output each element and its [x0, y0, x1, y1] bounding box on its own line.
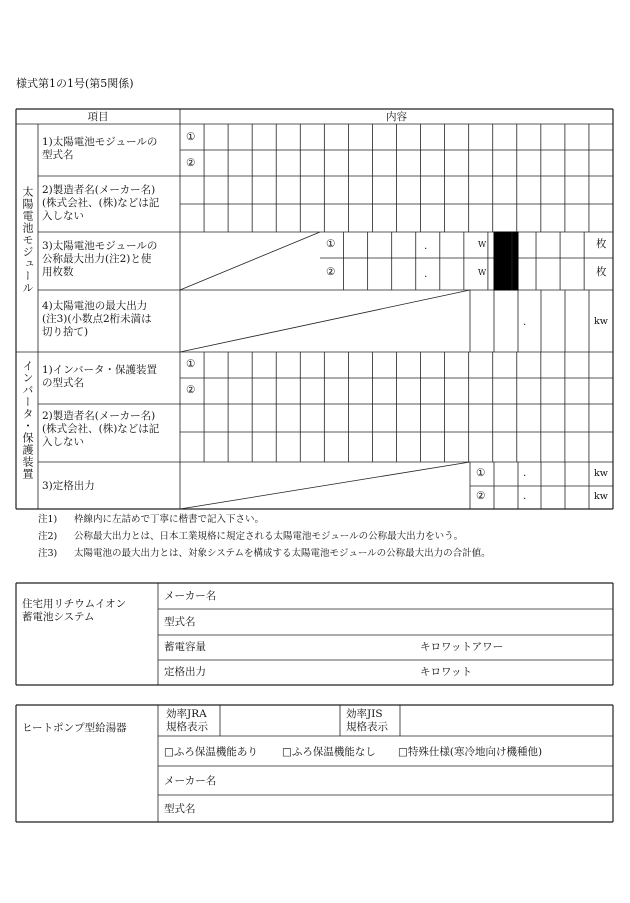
- heatpump-jra-label: 効率JRA 規格表示: [166, 708, 208, 734]
- module-row4-unit-kw: kw: [594, 316, 608, 327]
- module-row4-dot: .: [523, 316, 527, 328]
- module-row2-label: 2)製造者名(メーカー名) (株式会社、(株)などは記 入しない: [42, 184, 160, 223]
- heatpump-maker-label: メーカー名: [164, 775, 217, 787]
- inverter-row3-circle1: ①: [476, 467, 486, 479]
- note-1-text: 枠線内に左詰めで丁寧に楷書で記入下さい。: [74, 514, 265, 525]
- module-row3-label: 3)太陽電池モジュールの 公称最大出力(注2)と使 用枚数: [42, 240, 158, 279]
- inverter-row3-unit-kw2: kw: [594, 491, 608, 502]
- module-row1-circle2: ②: [186, 157, 196, 169]
- module-row1-label: 1)太陽電池モジュールの 型式名: [42, 136, 158, 162]
- battery-rated-unit: キロワット: [420, 666, 472, 678]
- note-2-num: 注2): [38, 531, 58, 542]
- form-title: 様式第1の1号(第5関係): [16, 77, 134, 90]
- heatpump-option-bath-nokeep[interactable]: □ふろ保温機能なし: [282, 746, 376, 758]
- heatpump-option-special[interactable]: □特殊仕様(寒冷地向け機種他): [398, 746, 543, 758]
- header-item: 項目: [87, 111, 109, 123]
- battery-maker-label: メーカー名: [164, 590, 217, 602]
- module-row3-dot2: .: [424, 268, 428, 280]
- module-row3-unit-w1: W: [478, 240, 487, 249]
- inverter-row3-dot2: .: [523, 490, 527, 502]
- note-2-text: 公称最大出力とは、日本工業規格に規定される太陽電池モジュールの公称最大出力をいう。: [74, 531, 464, 542]
- inverter-row3-circle2: ②: [476, 490, 486, 502]
- module-row3-unit-w2: W: [478, 268, 487, 277]
- heatpump-label: ヒートポンプ型給湯器: [22, 722, 127, 734]
- battery-capacity-label: 蓄電容量: [164, 641, 206, 653]
- module-row3-unit-mai2: 枚: [596, 266, 607, 278]
- battery-capacity-unit: キロワットアワー: [420, 641, 504, 653]
- inverter-row3-dot1: .: [523, 467, 527, 479]
- heatpump-model-label: 型式名: [164, 803, 196, 815]
- note-1-num: 注1): [38, 514, 58, 525]
- battery-rated-label: 定格出力: [164, 666, 206, 678]
- module-group-label: 太陽電池モジュール: [21, 186, 34, 294]
- inverter-group-label: インバータ・保護装置: [21, 360, 34, 480]
- module-row3-dot1: .: [424, 240, 428, 252]
- battery-label: 住宅用リチウムイオン 蓄電池システム: [22, 598, 127, 624]
- header-content: 内容: [386, 111, 407, 123]
- inverter-row1-label: 1)インバータ・保護装置 の型式名: [42, 364, 158, 390]
- module-row3-circle1: ①: [326, 238, 336, 250]
- battery-model-label: 型式名: [164, 616, 196, 628]
- note-3-text: 太陽電池の最大出力とは、対象システムを構成する太陽電池モジュールの公称最大出力の合計値。: [74, 548, 491, 559]
- module-row1-circle1: ①: [186, 131, 196, 143]
- note-3-num: 注3): [38, 548, 58, 559]
- inverter-row1-circle2: ②: [186, 384, 196, 396]
- inverter-row3-unit-kw1: kw: [594, 468, 608, 479]
- inverter-row3-label: 3)定格出力: [42, 480, 95, 492]
- module-row3-unit-mai1: 枚: [596, 238, 607, 250]
- module-row4-label: 4)太陽電池の最大出力 (注3)(小数点2桁未満は 切り捨て): [42, 300, 152, 339]
- heatpump-jis-label: 効率JIS 規格表示: [346, 708, 388, 734]
- module-row3-circle2: ②: [326, 266, 336, 278]
- inverter-row2-label: 2)製造者名(メーカー名) (株式会社、(株)などは記 入しない: [42, 410, 160, 449]
- inverter-row1-circle1: ①: [186, 358, 196, 370]
- heatpump-option-bath-keep[interactable]: □ふろ保温機能あり: [164, 746, 258, 758]
